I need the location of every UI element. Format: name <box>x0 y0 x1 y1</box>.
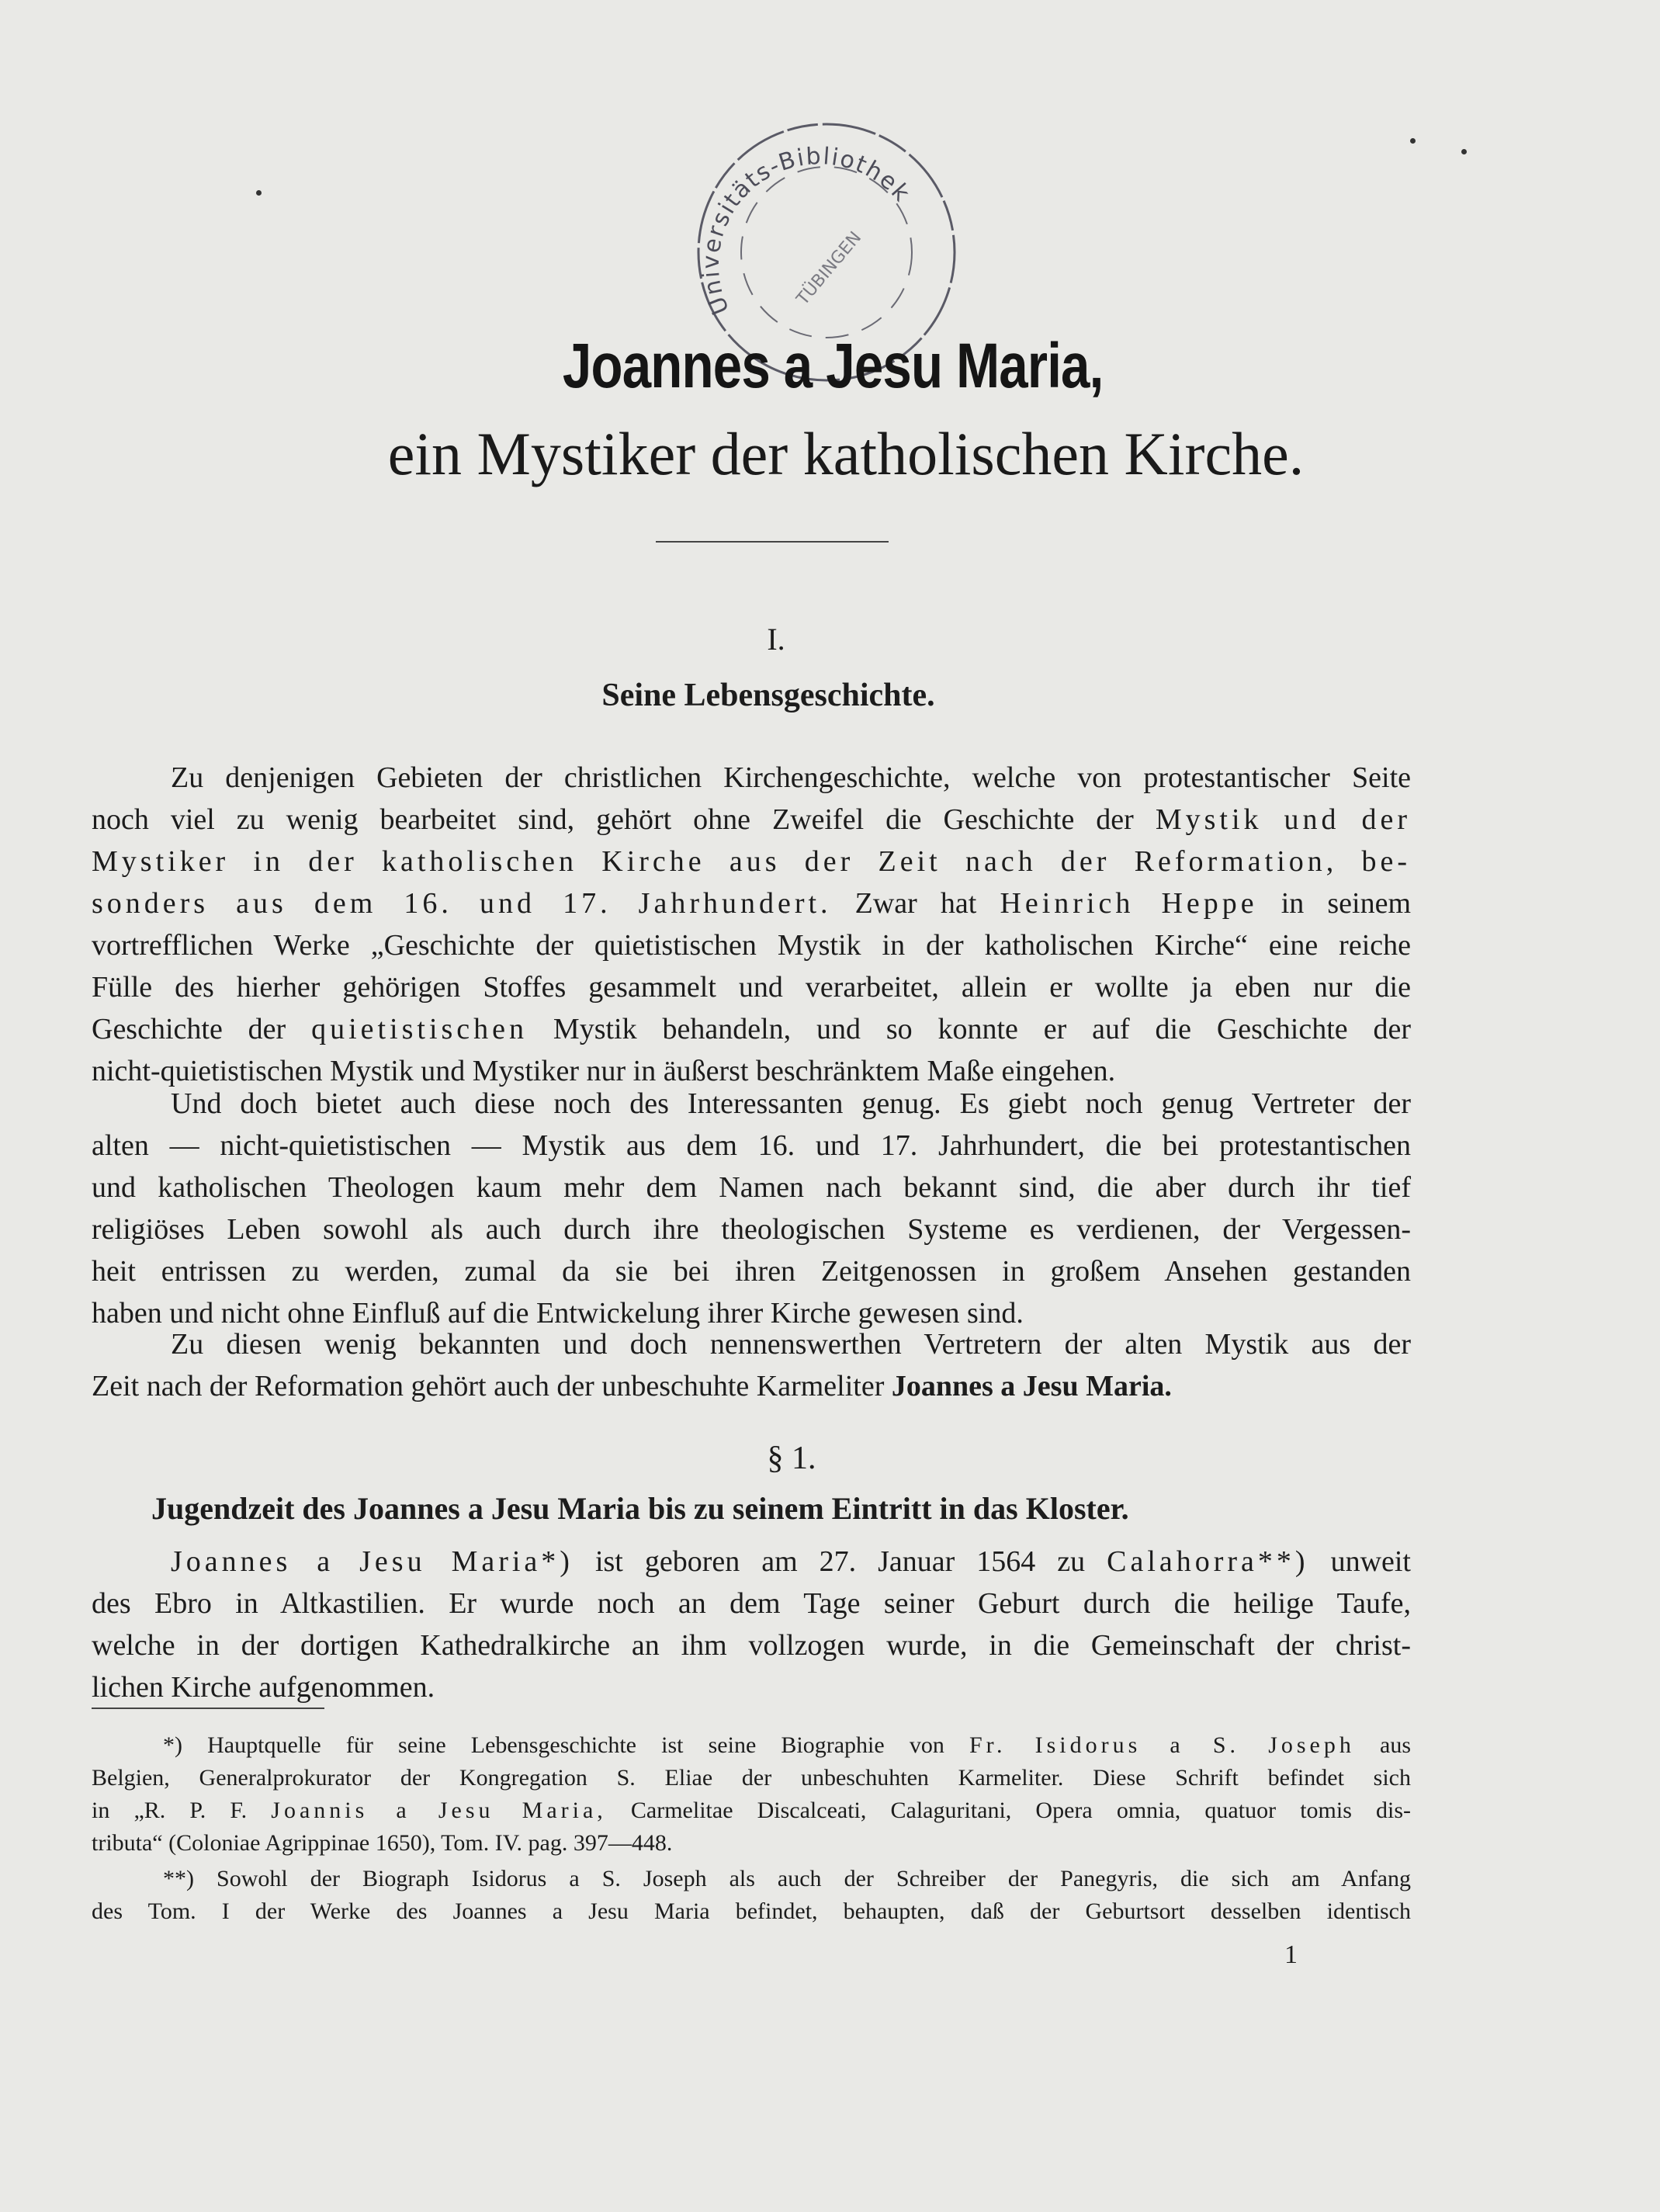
speck <box>256 190 262 196</box>
text-line: Und doch bietet auch diese noch des Interessanten genug. Es giebt noch genug Vertreter der <box>171 1087 1411 1120</box>
text-span: noch viel zu wenig bearbeitet sind, gehört ohne Zweifel die Geschichte der <box>92 803 1134 836</box>
text-line <box>92 882 1411 924</box>
text-span: Joannes a Jesu Maria*) <box>171 1545 574 1578</box>
text-span: Heinrich Heppe <box>1000 887 1258 920</box>
text-span: Joannes a Jesu Maria. <box>891 1370 1172 1402</box>
footnote <box>92 1729 1411 1860</box>
text-line: Mystiker in der katholischen Kirche aus der Zeit nach der Reformation, be- <box>92 845 1411 878</box>
text-span: Mystik <box>1155 803 1263 836</box>
text-line: lichen Kirche aufgenommen. <box>92 1671 435 1704</box>
text-line: Belgien, Generalprokurator der Kongregation S. Eliae der unbeschuhten Karmeliter. Diese Schrift befindet sich <box>92 1765 1411 1791</box>
paragraph <box>92 1323 1411 1407</box>
text-span: Zeit nach der Reformation gehört auch der unbeschuhte Karmeliter <box>92 1370 885 1402</box>
article-subtitle: ein Mystiker der katholischen Kirche. <box>387 420 1305 487</box>
text-line: und katholischen Theologen kaum mehr dem Namen nach bekannt sind, die aber durch ihr tief <box>92 1171 1411 1204</box>
paragraph <box>92 1541 1411 1708</box>
divider <box>656 541 889 543</box>
text-span: Carmelitae Discalceati, Calaguritani, Opera omnia, quatuor tomis dis- <box>630 1798 1411 1823</box>
section-number: § 1. <box>767 1441 816 1476</box>
text-span: in seinem <box>1281 887 1412 920</box>
text-span: quietistischen <box>311 1013 528 1045</box>
text-span: sonders aus dem 16. und 17. Jahrhundert. <box>92 887 832 920</box>
text-line <box>92 799 1411 841</box>
text-line: haben und nicht ohne Einfluß auf die Entwickelung ihrer Kirche gewesen sind. <box>92 1297 1024 1330</box>
text-line: religiöses Leben sowohl als auch durch ihre theologischen Systeme es verdienen, der Vergessen- <box>92 1213 1411 1246</box>
text-line: des Ebro in Altkastilien. Er wurde noch an dem Tage seiner Geburt durch die heilige Taufe, <box>92 1587 1411 1620</box>
text-line <box>92 1008 1411 1050</box>
chapter-number: I. <box>767 622 785 657</box>
text-span: Geschichte der <box>92 1013 286 1045</box>
footnote <box>92 1863 1411 1928</box>
text-span: Mystik behandeln, und so konnte er auf die Geschichte der <box>553 1013 1412 1045</box>
text-line <box>92 1541 1411 1583</box>
text-span: Zwar hat <box>854 887 977 920</box>
page-number: 1 <box>1284 1940 1298 1969</box>
article-title: Joannes a Jesu Maria, <box>562 331 1104 401</box>
section-title: Jugendzeit des Joannes a Jesu Maria bis zu seinem Eintritt in das Kloster. <box>151 1491 1129 1526</box>
text-span: in „R. P. F. <box>92 1798 248 1823</box>
paragraph <box>92 757 1411 1092</box>
text-span: Fr. Isidorus a S. Joseph <box>969 1732 1355 1758</box>
text-line: Zu diesen wenig bekannten und doch nennenswerthen Vertretern der alten Mystik aus der <box>171 1328 1411 1361</box>
text-line: **) Sowohl der Biograph Isidorus a S. Joseph als auch der Schreiber der Panegyris, die sich am Anfang <box>163 1866 1411 1891</box>
text-span: Joannis a Jesu Maria, <box>271 1798 607 1823</box>
text-line: nicht-quietistischen Mystik und Mystiker nur in äußerst beschränktem Maße eingehen. <box>92 1055 1116 1087</box>
speck <box>1410 138 1416 144</box>
speck <box>1461 149 1467 154</box>
text-line <box>92 1365 1411 1407</box>
text-span: aus <box>1380 1732 1411 1758</box>
text-line <box>92 1794 1411 1827</box>
text-span: und <box>1284 803 1340 836</box>
text-line: alten — nicht-quietistischen — Mystik aus dem 16. und 17. Jahrhundert, die bei protestantischen <box>92 1129 1411 1162</box>
text-line: Zu denjenigen Gebieten der christlichen Kirchengeschichte, welche von protestantischer Seite <box>171 761 1411 794</box>
text-span: ist geboren am 27. Januar 1564 zu <box>594 1545 1086 1578</box>
text-span: unweit <box>1330 1545 1411 1578</box>
text-line: heit entrissen zu werden, zumal da sie bei ihren Zeitgenossen in großem Ansehen gestanden <box>92 1255 1411 1288</box>
text-line: tributa“ (Coloniae Agrippinae 1650), Tom. IV. pag. 397—448. <box>92 1830 673 1856</box>
text-span: Calahorra**) <box>1107 1545 1309 1578</box>
stamp-inner-text: TÜBINGEN <box>793 227 866 310</box>
text-line <box>92 1729 1411 1762</box>
text-line: vortrefflichen Werke „Geschichte der quietistischen Mystik in der katholischen Kirche“ eine reiche <box>92 929 1411 962</box>
stamp-text: Universitäts-Bibliothek <box>697 142 917 319</box>
text-line: Fülle des hierher gehörigen Stoffes gesammelt und verarbeitet, allein er wollte ja eben nur die <box>92 971 1411 1004</box>
chapter-title: Seine Lebensgeschichte. <box>601 678 935 713</box>
text-span: *) Hauptquelle für seine Lebensgeschichte ist seine Biographie von <box>163 1732 944 1758</box>
text-line: des Tom. I der Werke des Joannes a Jesu Maria befindet, behaupten, daß der Geburtsort desselben identisch <box>92 1898 1411 1924</box>
text-line: welche in der dortigen Kathedralkirche an ihm vollzogen wurde, in die Gemeinschaft der christ- <box>92 1629 1411 1662</box>
footnote-divider <box>92 1708 324 1709</box>
paragraph <box>92 1083 1411 1334</box>
text-span: der <box>1361 803 1412 836</box>
